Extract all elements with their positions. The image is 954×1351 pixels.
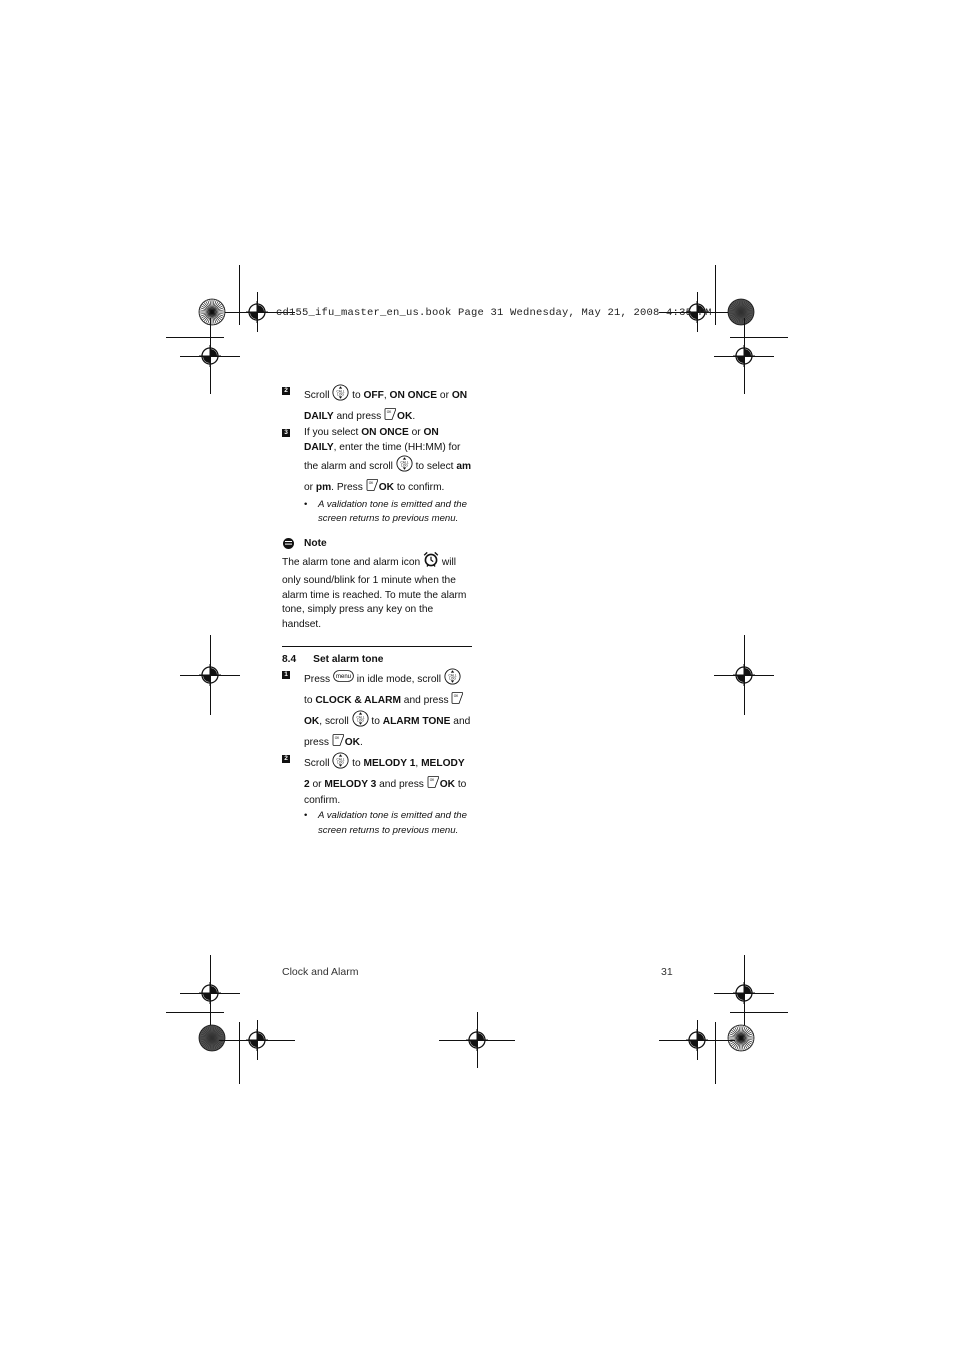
svg-text:LOG: LOG bbox=[449, 676, 456, 681]
bullet-validation-tone: • A validation tone is emitted and the screen returns to previous menu. bbox=[304, 498, 467, 525]
bullet-validation-tone: • A validation tone is emitted and the screen returns to previous menu. bbox=[304, 810, 467, 836]
svg-text:CALL: CALL bbox=[336, 757, 345, 762]
step-text: Press menu in idle mode, scroll CALL LOG to CLOCK & ALARM and press OK OK, scroll CALL LOG to ALARM TONE and press OK OK. bbox=[304, 674, 470, 748]
step-number: 1 bbox=[282, 671, 290, 679]
page-content bbox=[282, 384, 472, 838]
navigation-key-icon bbox=[444, 668, 461, 691]
step-item bbox=[282, 426, 472, 497]
star-target bbox=[198, 298, 226, 326]
navigation-key-icon bbox=[332, 752, 349, 775]
svg-text:OK: OK bbox=[368, 480, 374, 485]
crop-line bbox=[239, 1022, 240, 1084]
crop-line bbox=[166, 1012, 224, 1013]
steps-list-alarm bbox=[282, 384, 472, 498]
step-number: 2 bbox=[282, 387, 290, 395]
steps-list-alarm-tone bbox=[282, 668, 472, 809]
registration-target bbox=[733, 982, 755, 1004]
step-text: If you select ON ONCE or ON DAILY, enter the time (HH:MM) for the alarm and scroll CALL LOG to select am or pm. Press OK OK to confirm. bbox=[304, 427, 471, 493]
star-target bbox=[198, 1024, 226, 1052]
svg-text:OK: OK bbox=[334, 735, 340, 740]
navigation-key-icon bbox=[396, 455, 413, 478]
svg-text:CALL: CALL bbox=[356, 715, 365, 720]
ok-key-icon bbox=[332, 733, 345, 753]
navigation-key-icon bbox=[352, 710, 369, 733]
star-target bbox=[727, 298, 755, 326]
footer-page-number: 31 bbox=[661, 966, 673, 978]
footer-chapter: Clock and Alarm bbox=[282, 966, 359, 978]
ok-key-icon bbox=[451, 691, 464, 711]
crop-line bbox=[730, 337, 788, 338]
registration-target bbox=[466, 1029, 488, 1051]
note-body: The alarm tone and alarm icon will only sound/blink for 1 minute when the alarm time is reached. To mute the alarm tone, simply press any key on the handset. bbox=[282, 551, 472, 632]
ok-key-icon bbox=[384, 407, 397, 427]
step-text: Scroll CALL LOG to OFF, ON ONCE or ON DAILY and press OK OK. bbox=[304, 390, 467, 422]
registration-target bbox=[199, 982, 221, 1004]
section-divider bbox=[282, 646, 472, 647]
crop-line bbox=[715, 265, 716, 325]
step-item bbox=[282, 668, 472, 752]
navigation-key-icon bbox=[332, 384, 349, 407]
crop-line bbox=[239, 265, 240, 325]
step-item bbox=[282, 384, 472, 426]
step-text: Scroll CALL LOG to MELODY 1, MELODY 2 or MELODY 3 and press OK OK to confirm. bbox=[304, 758, 466, 806]
svg-text:LOG: LOG bbox=[337, 392, 345, 397]
svg-text:LOG: LOG bbox=[337, 760, 345, 765]
crop-line bbox=[715, 1022, 716, 1084]
book-header: cd155_ifu_master_en_us.book Page 31 Wednesday, May 21, 2008 4:35 PM bbox=[276, 307, 712, 319]
crop-line bbox=[166, 337, 224, 338]
registration-target bbox=[246, 301, 268, 323]
step-number: 2 bbox=[282, 755, 290, 763]
svg-text:LOG: LOG bbox=[356, 718, 364, 723]
note-heading: Note bbox=[282, 537, 472, 552]
registration-target bbox=[199, 664, 221, 686]
svg-text:OK: OK bbox=[386, 409, 392, 414]
svg-text:LOG: LOG bbox=[400, 463, 408, 468]
svg-text:CALL: CALL bbox=[448, 673, 457, 678]
step-number: 3 bbox=[282, 429, 290, 437]
registration-target bbox=[686, 1029, 708, 1051]
svg-text:CALL: CALL bbox=[336, 389, 345, 394]
crop-line bbox=[730, 1012, 788, 1013]
registration-target bbox=[733, 664, 755, 686]
alarm-clock-icon bbox=[423, 551, 439, 574]
ok-key-icon bbox=[366, 478, 379, 498]
registration-target bbox=[199, 345, 221, 367]
step-item bbox=[282, 752, 472, 809]
section-heading: 8.4 Set alarm tone bbox=[282, 654, 384, 666]
svg-text:menu: menu bbox=[335, 674, 351, 681]
ok-key-icon bbox=[427, 775, 440, 795]
menu-key-icon bbox=[333, 670, 354, 688]
svg-text:OK: OK bbox=[429, 777, 435, 782]
svg-text:OK: OK bbox=[454, 693, 459, 698]
registration-target bbox=[246, 1029, 268, 1051]
svg-text:CALL: CALL bbox=[400, 460, 409, 465]
registration-target bbox=[733, 345, 755, 367]
star-target bbox=[727, 1024, 755, 1052]
note-icon bbox=[283, 538, 294, 549]
